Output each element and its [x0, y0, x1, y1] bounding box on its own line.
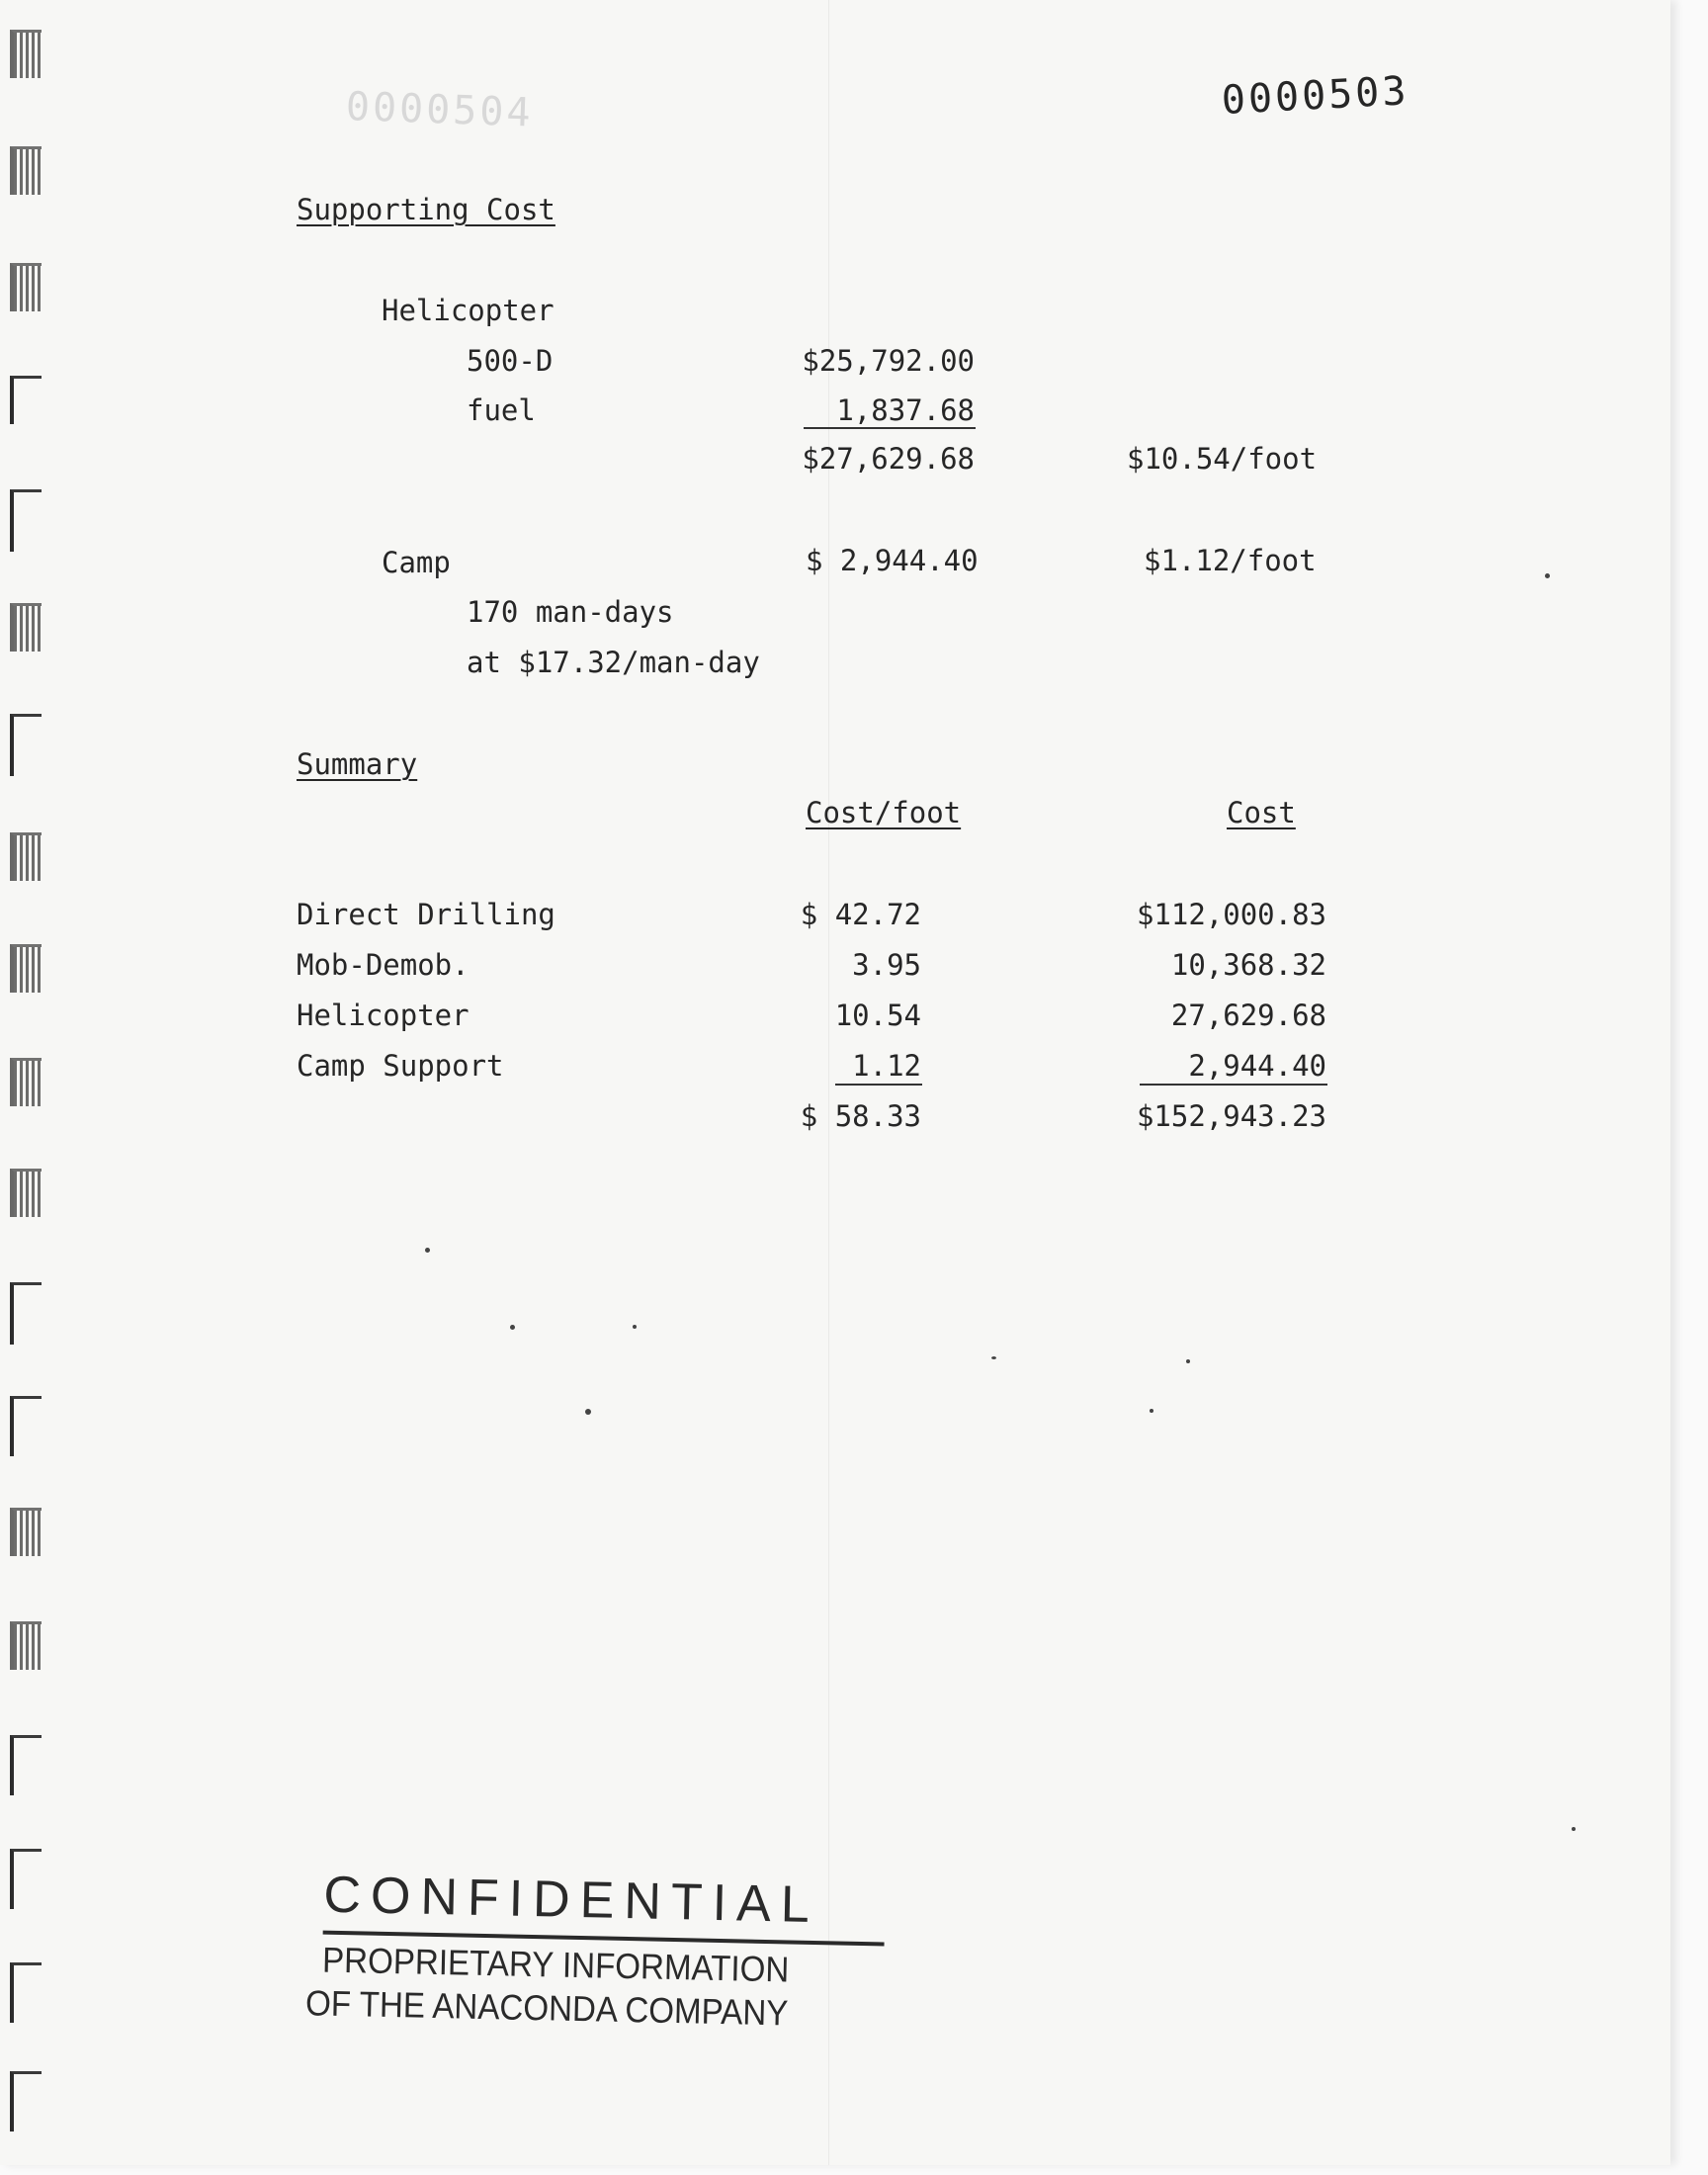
confidential-line-2: OF THE ANACONDA COMPANY [304, 1982, 789, 2034]
summary-col-cost-per-foot: Cost/foot [806, 796, 962, 829]
helicopter-per-foot: $10.54/foot [1127, 442, 1318, 476]
binding-mark [10, 1282, 42, 1345]
helicopter-fuel-label: fuel [467, 393, 536, 427]
camp-label: Camp [382, 546, 451, 579]
binding-mark [10, 1508, 42, 1556]
summary-row-cost-per-foot: $ 42.72 [800, 898, 921, 931]
helicopter-total: $27,629.68 [802, 442, 975, 476]
summary-cost-per-foot-rule [835, 1084, 922, 1086]
summary-row-cost: 27,629.68 [1170, 999, 1326, 1032]
binding-mark [10, 1735, 42, 1795]
summary-row-cost: 2,944.40 [1188, 1049, 1326, 1083]
binding-mark [10, 714, 42, 776]
scan-speck [633, 1325, 637, 1329]
camp-rate: at $17.32/man-day [467, 646, 760, 679]
binding-mark [10, 30, 42, 78]
binding-mark [10, 1058, 42, 1106]
scan-speck [425, 1248, 430, 1253]
binding-mark [10, 146, 42, 195]
document-stamp-number: 0000503 [1220, 68, 1410, 124]
camp-per-foot: $1.12/foot [1144, 544, 1317, 577]
binding-mark [10, 603, 42, 652]
summary-row-label: Camp Support [297, 1049, 504, 1083]
binding-mark [10, 1621, 42, 1670]
scan-speck [585, 1409, 591, 1415]
scan-speck [1572, 1827, 1576, 1831]
scan-speck [510, 1325, 515, 1330]
camp-amount: $ 2,944.40 [806, 544, 979, 577]
summary-heading: Summary [297, 747, 418, 781]
helicopter-500d-amount: $25,792.00 [802, 344, 975, 378]
binding-mark [10, 1396, 42, 1456]
summary-row-label: Direct Drilling [297, 898, 555, 931]
binding-mark [10, 489, 42, 552]
summary-row-cost-per-foot: 1.12 [852, 1049, 921, 1083]
summary-total-cost: $152,943.23 [1136, 1099, 1326, 1133]
summary-row-cost: $112,000.83 [1136, 898, 1326, 931]
fold-line [828, 0, 829, 2165]
scan-speck [991, 1356, 996, 1359]
binding-mark [10, 263, 42, 311]
confidential-title: CONFIDENTIAL [322, 1866, 820, 1935]
binding-mark [10, 832, 42, 881]
summary-row-cost-per-foot: 10.54 [834, 999, 921, 1032]
summary-row-label: Mob-Demob. [297, 948, 470, 982]
confidential-line-1: PROPRIETARY INFORMATION [321, 1939, 790, 1990]
summary-cost-rule [1140, 1084, 1327, 1086]
supporting-cost-heading: Supporting Cost [297, 193, 555, 226]
helicopter-500d-label: 500-D [467, 344, 554, 378]
helicopter-label: Helicopter [382, 294, 555, 327]
scan-speck [1186, 1359, 1190, 1363]
binding-mark [10, 376, 42, 424]
summary-total-cost-per-foot: $ 58.33 [800, 1099, 921, 1133]
binding-mark [10, 944, 42, 993]
binding-mark [10, 1849, 42, 1909]
ghost-stamp-number: 0000504 [345, 84, 535, 136]
binding-mark [10, 1962, 42, 2023]
camp-man-days: 170 man-days [467, 595, 674, 629]
binding-mark [10, 2071, 42, 2132]
binding-mark [10, 1169, 42, 1217]
summary-col-cost: Cost [1227, 796, 1296, 829]
summary-row-cost-per-foot: 3.95 [852, 948, 921, 982]
helicopter-subtotal-rule [804, 427, 976, 429]
summary-row-cost: 10,368.32 [1170, 948, 1326, 982]
summary-row-label: Helicopter [297, 999, 470, 1032]
scan-speck [1545, 573, 1550, 578]
helicopter-fuel-amount: 1,837.68 [836, 393, 975, 427]
scan-speck [1150, 1409, 1153, 1413]
